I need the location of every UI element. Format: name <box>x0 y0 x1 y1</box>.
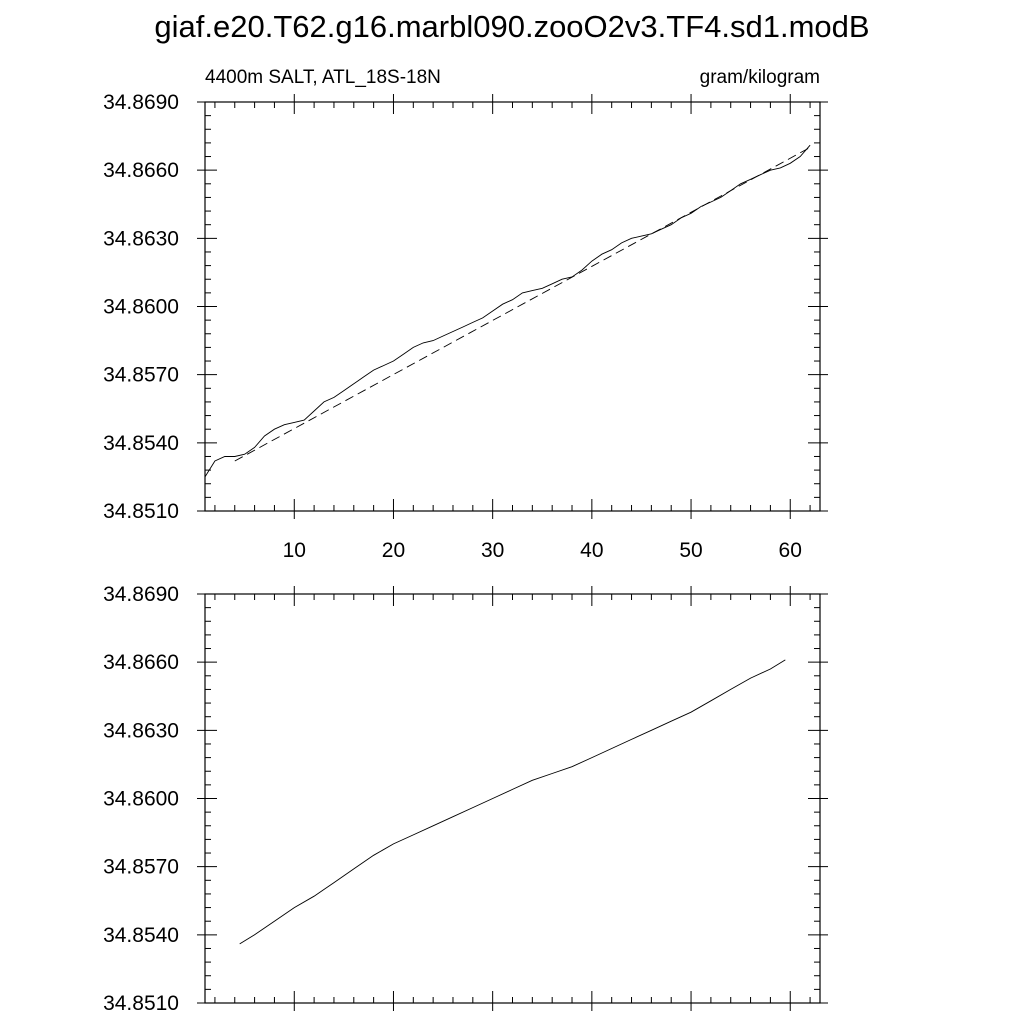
x-tick-label: 60 <box>778 539 802 562</box>
y-tick-label: 34.8690 <box>103 583 179 606</box>
y-tick-label: 34.8690 <box>103 91 179 114</box>
x-tick-label: 50 <box>679 539 703 562</box>
x-tick-label: 10 <box>282 539 306 562</box>
y-tick-label: 34.8540 <box>103 923 179 947</box>
y-tick-label: 34.8510 <box>103 992 179 1015</box>
bottom-panel <box>103 583 828 1015</box>
y-tick-label: 34.8630 <box>103 719 179 743</box>
x-tick-label: 20 <box>381 539 406 562</box>
y-tick-label: 34.8510 <box>103 500 179 523</box>
salinity-line <box>240 660 786 944</box>
x-tick-label: 40 <box>580 539 604 562</box>
panel-left-label: 4400m SALT, ATL_18S-18N <box>205 67 441 88</box>
y-tick-label: 34.8660 <box>103 651 179 675</box>
y-tick-label: 34.8630 <box>103 227 179 251</box>
y-tick-label: 34.8600 <box>103 295 179 319</box>
top-panel <box>103 91 828 562</box>
x-tick-label: 30 <box>480 539 505 562</box>
plot-frame <box>205 594 820 1003</box>
y-tick-label: 34.8570 <box>103 363 179 387</box>
y-tick-label: 34.8570 <box>103 855 179 879</box>
figure-title: giaf.e20.T62.g16.marbl090.zooO2v3.TF4.sd1.modB <box>154 9 870 44</box>
salinity-line <box>205 145 810 477</box>
y-tick-label: 34.8540 <box>103 431 179 455</box>
panel-units-label: gram/kilogram <box>699 67 820 88</box>
plot-frame <box>205 102 820 511</box>
trend-line <box>235 147 810 461</box>
y-tick-label: 34.8660 <box>103 159 179 183</box>
y-tick-label: 34.8600 <box>103 787 179 811</box>
